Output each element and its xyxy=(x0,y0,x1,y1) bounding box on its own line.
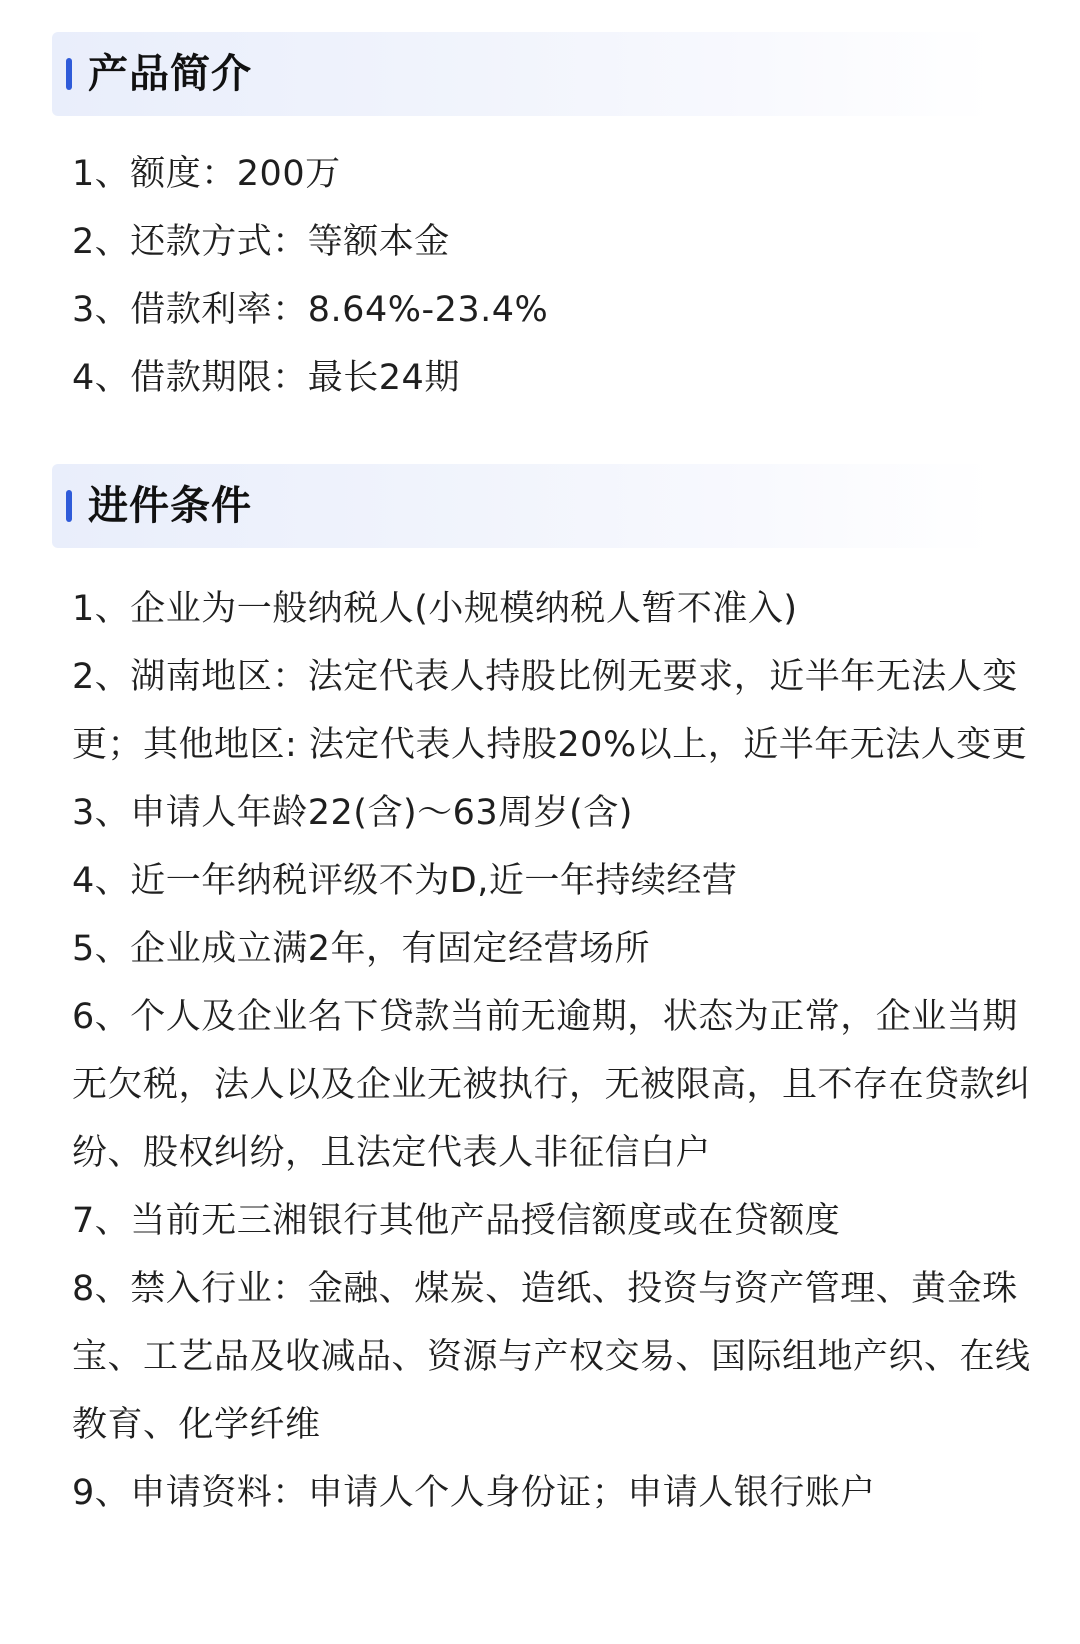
header-accent-bar xyxy=(66,58,72,90)
intro-item-rate xyxy=(72,276,1032,344)
intro-item-repayment xyxy=(72,208,1032,276)
condition-item-age: 3、申请人年龄22(含)～63周岁(含) xyxy=(72,793,633,833)
intro-item-label: 4、借款期限： xyxy=(72,358,308,398)
condition-item-tax-rating: 4、近一年纳税评级不为D,近一年持续经营 xyxy=(72,861,738,901)
condition-item-taxpayer: 1、企业为一般纳税人(小规模纳税人暂不准入) xyxy=(72,589,798,629)
intro-item-label: 3、借款利率： xyxy=(72,290,308,330)
intro-item-term xyxy=(72,344,1032,412)
condition-item-prohibited-industries: 8、禁入行业：金融、煤炭、造纸、投资与资产管理、黄金珠宝、工艺品及收减品、资源与产权交易、国际组地产织、在线教育、化学纤维 xyxy=(72,1269,1031,1445)
condition-item-establishment: 5、企业成立满2年，有固定经营场所 xyxy=(72,929,651,969)
condition-item-documents: 9、申请资料：申请人个人身份证；申请人银行账户 xyxy=(72,1473,876,1513)
section-header-conditions xyxy=(52,464,992,548)
intro-item-limit xyxy=(72,140,1032,208)
product-intro-list xyxy=(72,140,1032,412)
intro-item-label: 1、额度： xyxy=(72,154,237,194)
header-accent-bar xyxy=(66,490,72,522)
section-title-product-intro: 产品简介 xyxy=(88,51,252,97)
condition-item-credit-status: 6、个人及企业名下贷款当前无逾期，状态为正常，企业当期无欠税，法人以及企业无被执行，无被限高，且不存在贷款纠纷、股权纠纷，且法定代表人非征信白户 xyxy=(72,997,1031,1173)
condition-item-existing-credit: 7、当前无三湘银行其他产品授信额度或在贷额度 xyxy=(72,1201,841,1241)
intro-item-value: 8.64%-23.4% xyxy=(307,290,549,330)
section-title-conditions: 进件条件 xyxy=(88,483,252,529)
intro-item-value: 最长24期 xyxy=(307,358,460,398)
conditions-list xyxy=(72,575,1032,1527)
condition-item-shareholding: 2、湖南地区：法定代表人持股比例无要求，近半年无法人变更；其他地区: 法定代表人持股20%以上，近半年无法人变更 xyxy=(72,657,1028,765)
intro-item-value: 等额本金 xyxy=(307,222,450,262)
intro-item-label: 2、还款方式： xyxy=(72,222,308,262)
section-header-product-intro xyxy=(52,32,992,116)
intro-item-value: 200万 xyxy=(236,154,341,194)
